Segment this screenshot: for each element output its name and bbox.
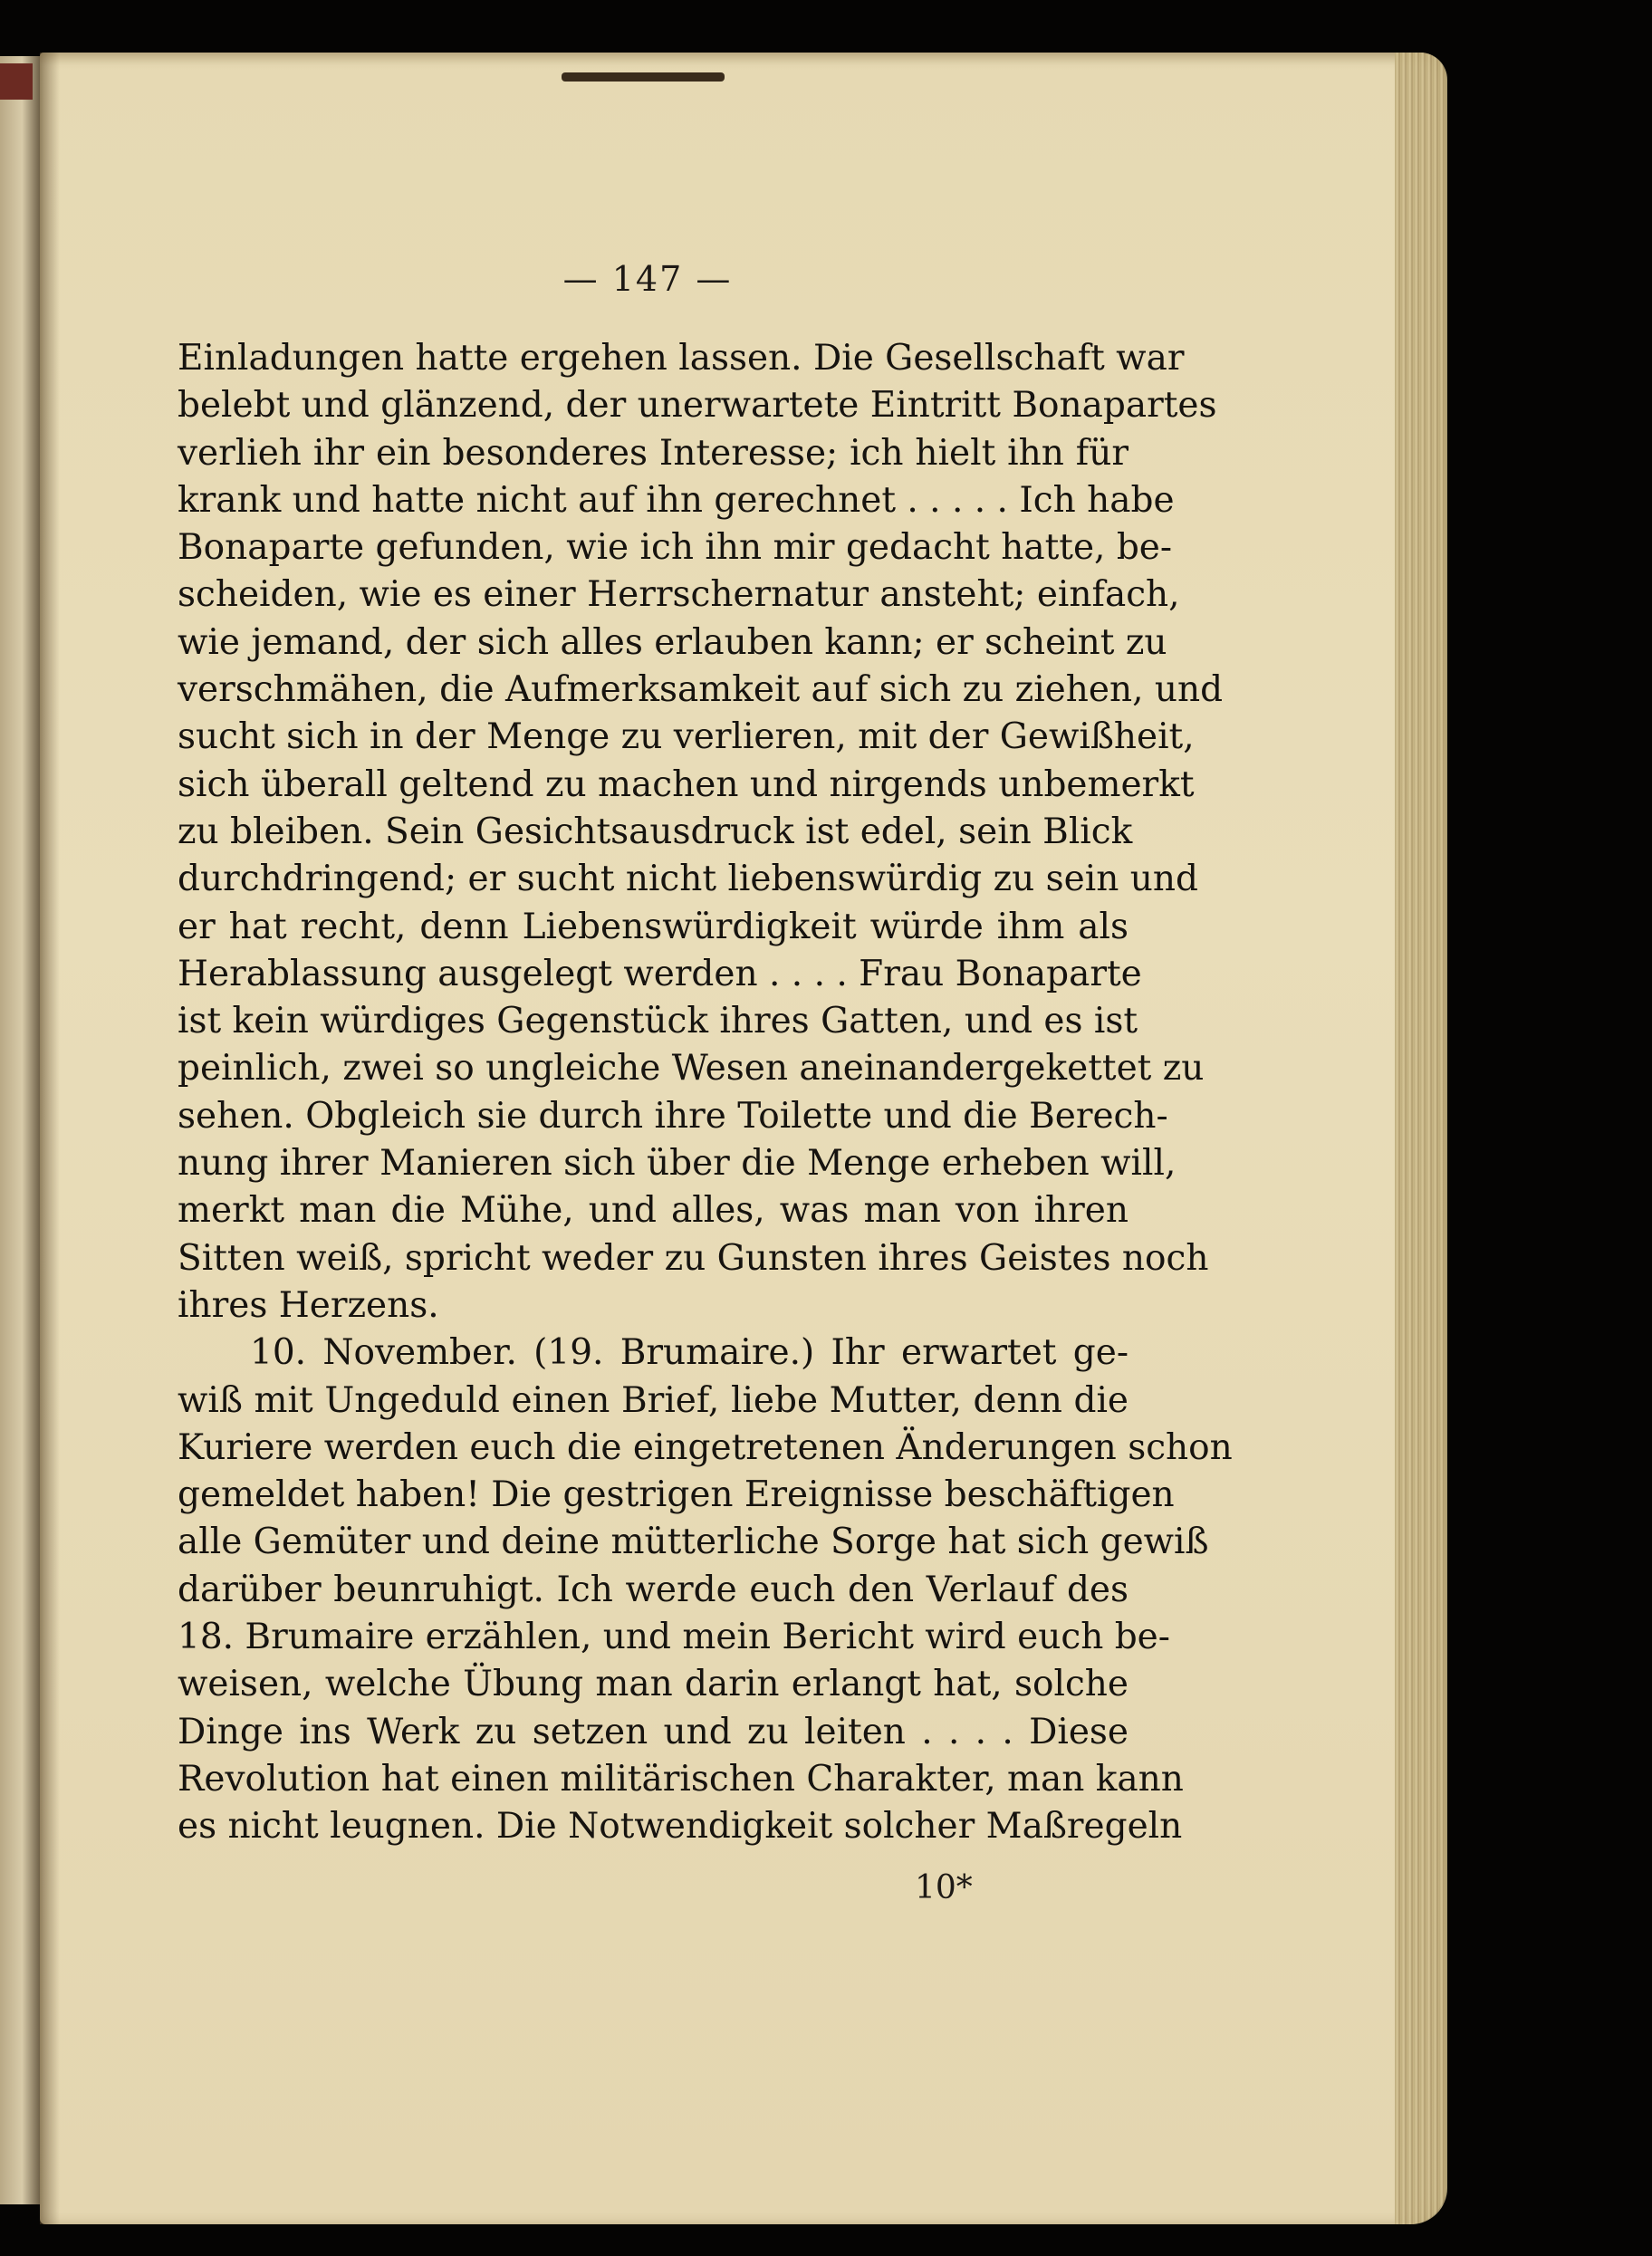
text-line: wie jemand, der sich alles erlauben kann; er scheint zu: [178, 621, 1167, 663]
text-line: ist kein würdiges Gegenstück ihres Gatten, und es ist: [178, 1001, 1138, 1042]
text-line: sich überall geltend zu machen und nirgends unbemerkt: [178, 763, 1195, 805]
text-line: darüber beunruhigt. Ich werde euch den Verlauf des: [178, 1569, 1129, 1610]
text-line: Sitten weiß, spricht weder zu Gunsten ihres Geistes noch: [178, 1237, 1209, 1279]
text-line: sucht sich in der Menge zu verlieren, mit der Gewißheit,: [178, 716, 1195, 758]
adjacent-page-edge: [0, 56, 40, 2204]
text-line: Einladungen hatte ergehen lassen. Die Gesellschaft war: [178, 338, 1185, 379]
text-line: gemeldet haben! Die gestrigen Ereignisse beschäftigen: [178, 1474, 1175, 1516]
text-line: er hat recht, denn Liebenswürdigkeit würde ihm als: [178, 906, 1129, 947]
text-line: 10. November. (19. Brumaire.) Ihr erwartet ge-: [250, 1332, 1129, 1374]
text-line: belebt und glänzend, der unerwartete Eintritt Bonapartes: [178, 385, 1217, 427]
text-line: Dinge ins Werk zu setzen und zu leiten . . . . Diese: [178, 1711, 1129, 1752]
text-line: krank und hatte nicht auf ihn gerechnet . . . . . Ich habe: [178, 479, 1175, 521]
text-line: merkt man die Mühe, und alles, was man von ihren: [178, 1190, 1129, 1232]
text-line: durchdringend; er sucht nicht liebenswürdig zu sein und: [178, 859, 1198, 900]
binding-tape: [0, 63, 33, 100]
page-fore-edge: [1395, 53, 1447, 2224]
signature-mark: 10*: [915, 1869, 973, 1906]
text-line: verschmähen, die Aufmerksamkeit auf sich zu ziehen, und: [178, 669, 1224, 711]
text-line: 18. Brumaire erzählen, und mein Bericht wird euch be-: [178, 1617, 1170, 1658]
spine-shadow: [40, 53, 60, 2224]
text-line: nung ihrer Manieren sich über die Menge erheben will,: [178, 1143, 1177, 1185]
text-line: Herablassung ausgelegt werden . . . . Frau Bonaparte: [178, 953, 1142, 994]
text-line: scheiden, wie es einer Herrschernatur ansteht; einfach,: [178, 574, 1180, 616]
text-line: verlieh ihr ein besonderes Interesse; ich hielt ihn für: [178, 432, 1129, 474]
text-line: Bonaparte gefunden, wie ich ihn mir gedacht hatte, be-: [178, 527, 1173, 569]
page-number: — 147 —: [562, 259, 733, 299]
text-line: zu bleiben. Sein Gesichtsausdruck ist edel, sein Blick: [178, 811, 1133, 852]
text-line: sehen. Obgleich sie durch ihre Toilette und die Berech-: [178, 1095, 1168, 1137]
text-line: weisen, welche Übung man darin erlangt hat, solche: [178, 1664, 1129, 1705]
text-line: Kuriere werden euch die eingetretenen Änderungen schon: [178, 1426, 1233, 1468]
text-line: wiß mit Ungeduld einen Brief, liebe Mutter, denn die: [178, 1379, 1129, 1421]
text-line: peinlich, zwei so ungleiche Wesen aneinandergekettet zu: [178, 1048, 1205, 1090]
text-line: ihres Herzens.: [178, 1284, 439, 1326]
text-line: alle Gemüter und deine mütterliche Sorge hat sich gewiß: [178, 1522, 1209, 1563]
binding-thread: [562, 72, 725, 82]
text-line: Revolution hat einen militärischen Charakter, man kann: [178, 1758, 1184, 1800]
text-line: es nicht leugnen. Die Notwendigkeit solcher Maßregeln: [178, 1806, 1183, 1848]
body-text: [178, 335, 1233, 1851]
